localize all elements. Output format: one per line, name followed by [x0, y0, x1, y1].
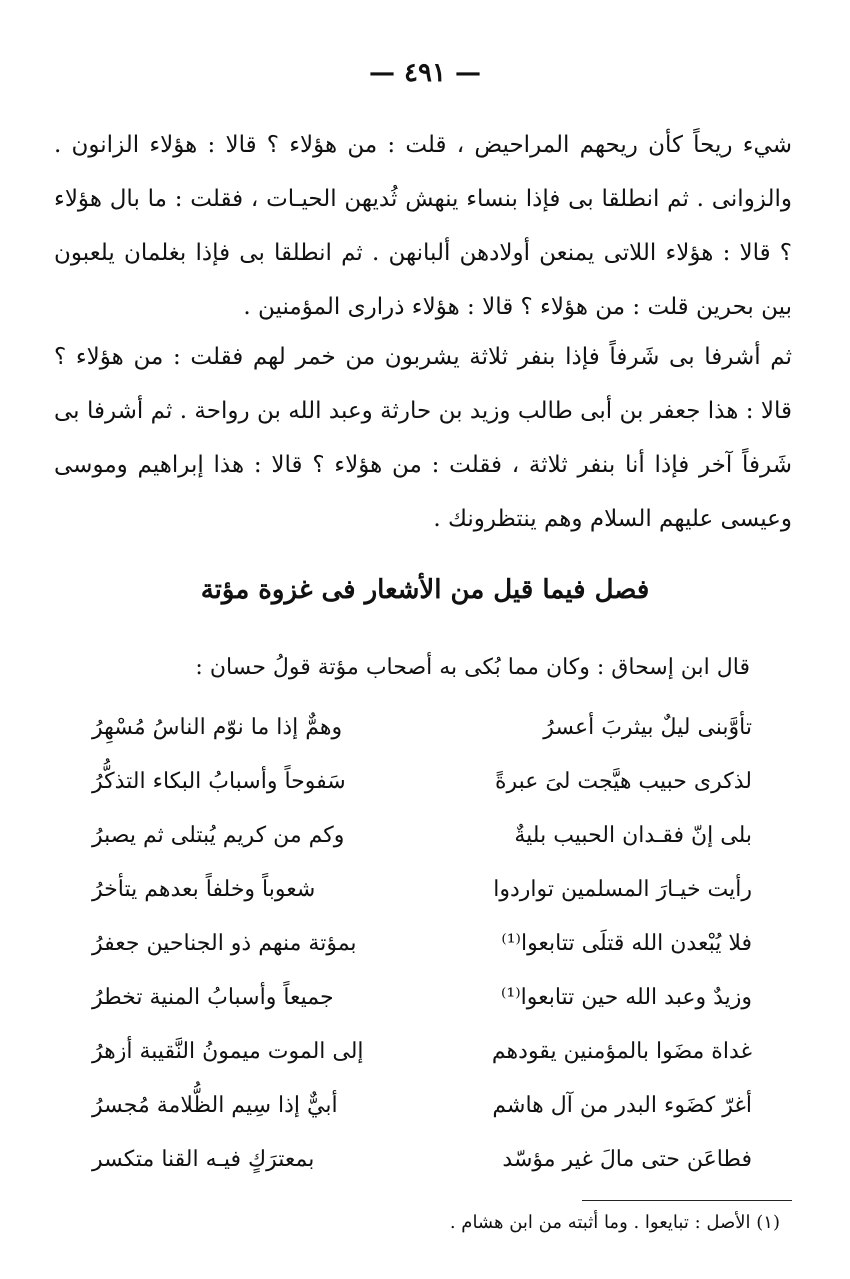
- verse-first-hemistich: رأيت خيـارَ المسلمين تواردوا: [493, 876, 752, 902]
- verse-second-hemistich: وهمٌّ إذا ما نوّم الناسُ مُسْهِرُ: [92, 714, 343, 740]
- verse-second-hemistich: بمؤتة منهم ذو الجناحين جعفرُ: [92, 930, 357, 956]
- verse-first-hemistich: تأوَّبنى ليلٌ بيثربَ أعسرُ: [543, 714, 752, 740]
- verse: [92, 862, 752, 916]
- verse-first-hemistich: وزيدٌ وعبد الله حين تتابعوا⁽¹⁾: [500, 984, 752, 1010]
- verse-second-hemistich: جميعاً وأسبابُ المنية تخطرُ: [92, 984, 334, 1010]
- verse: [92, 970, 752, 1024]
- verse-first-hemistich: غداة مضَوا بالمؤمنين يقودهم: [491, 1038, 752, 1064]
- verse: [92, 1024, 752, 1078]
- verse-first-hemistich: فلا يُبْعدن الله قتلَى تتابعوا⁽¹⁾: [501, 930, 752, 956]
- paragraph-1: شيء ريحاً كأن ريحهم المراحيض ، قلت : من هؤلاء ؟ قالا : هؤلاء الزانون . والزوانى . ثم انطلقا بى فإذا بنساء ينهش ثُديهن الحيـات ، فقلت : ما بال هؤلاء ؟ قالا : هؤلاء اللاتى يمنعن أولادهن ألبانهن . ثم انطلقا بى فإذا بغلمان يلعبون بين بحرين قلت : من هؤلاء ؟ قالا : هؤلاء ذرارى المؤمنين .: [54, 132, 792, 320]
- paragraph-2: ثم أشرفا بى شَرفاً فإذا بنفر ثلاثة يشربون من خمر لهم فقلت : من هؤلاء ؟ قالا : هذا جعفر بن أبى طالب وزيد بن حارثة وعبد الله بن رواحة . ثم أشرفا بى شَرفاً آخر فإذا أنا بنفر ثلاثة ، فقلت : من هؤلاء ؟ قالا : هذا إبراهيم وموسى وعيسى عليهم السلام وهم ينتظرونك .: [54, 344, 792, 532]
- verse-second-hemistich: سَفوحاً وأسبابُ البكاء التذكُّرُ: [92, 768, 346, 794]
- page-number: — ٤٩١ —: [368, 58, 482, 88]
- footnote: (١) الأصل : تبايعوا . وما أثبته من ابن هشام .: [449, 1212, 780, 1233]
- verse-second-hemistich: بمعترَكٍ فيـه القنا متكسر: [92, 1146, 315, 1172]
- verse: [92, 1078, 752, 1132]
- verse-second-hemistich: شعوباً وخلفاً بعدهم يتأخرُ: [92, 876, 316, 902]
- footnote-divider: [582, 1200, 792, 1201]
- verse-first-hemistich: بلى إنّ فقـدان الحبيب بليةٌ: [514, 822, 752, 848]
- verse: [92, 808, 752, 862]
- verse: [92, 700, 752, 754]
- verse-first-hemistich: فطاعَن حتى مالَ غير مؤسّد: [502, 1146, 752, 1172]
- section-title: فصل فيما قيل من الأشعار فى غزوة مؤتة: [200, 575, 650, 605]
- verse-second-hemistich: وكم من كريم يُبتلى ثم يصبرُ: [92, 822, 345, 848]
- verse: [92, 916, 752, 970]
- verse-first-hemistich: أغرّ كضَوء البدر من آل هاشم: [492, 1092, 752, 1118]
- verse: [92, 1132, 752, 1186]
- verse-second-hemistich: أبيٌّ إذا سِيم الظُّلامة مُجسرُ: [92, 1092, 338, 1118]
- verse: [92, 754, 752, 808]
- verse-first-hemistich: لذكرى حبيب هيَّجت لىَ عبرةً: [494, 768, 752, 794]
- poem-intro: قال ابن إسحاق : وكان مما بُكى به أصحاب مؤتة قولُ حسان :: [195, 655, 750, 680]
- verse-second-hemistich: إلى الموت ميمونُ النَّقيبة أزهرُ: [92, 1038, 364, 1064]
- poem: [92, 700, 752, 1186]
